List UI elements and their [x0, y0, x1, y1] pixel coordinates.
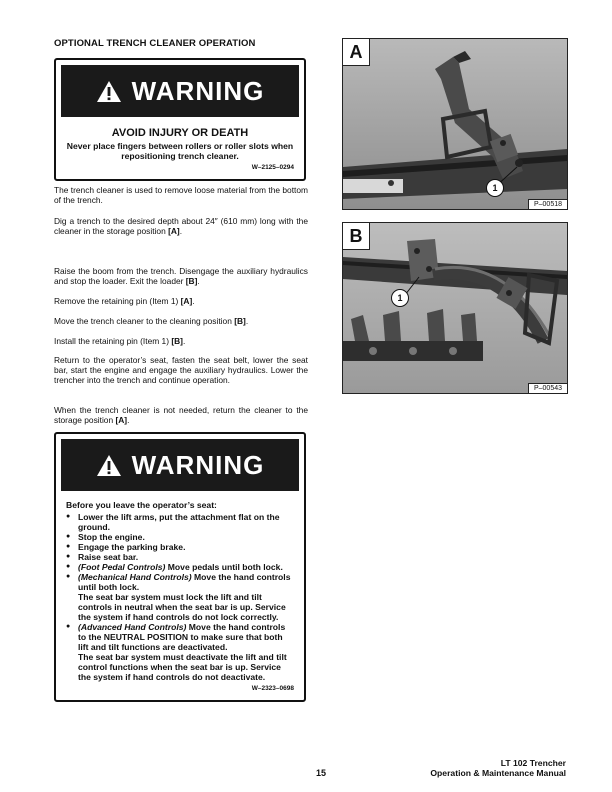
- paragraph-purpose: The trench cleaner is used to remove loose material from the bottom of the trench.: [54, 185, 308, 205]
- callout-retaining-pin: 1: [391, 289, 409, 307]
- warning-triangle-icon: [96, 454, 122, 477]
- page-number: 15: [316, 768, 327, 778]
- figure-ref: [B]: [171, 336, 183, 346]
- warning-code: W–2323–0698: [251, 685, 294, 692]
- warning-heading: AVOID INJURY OR DEATH: [111, 127, 249, 139]
- warning-text: Never place fingers between rollers or roller slots when repositioning trench cleaner.: [66, 141, 294, 161]
- photo-code: P–00518: [528, 199, 567, 209]
- warning-word: WARNING: [131, 75, 265, 106]
- list-item-note: The seat bar system must lock the lift and tilt controls in neutral when the seat bar is up. Service the system if hand controls do not lock correctly.: [78, 592, 286, 622]
- warning-word: WARNING: [131, 449, 265, 480]
- warning-list: [66, 512, 294, 682]
- warning-code: W–2125–0294: [251, 164, 294, 171]
- manual-title: LT 102 Trencher Operation & Maintenance Manual: [430, 758, 566, 778]
- warning-box-rollers: [54, 58, 306, 181]
- paragraph-return-seat: Return to the operator’s seat, fasten the seat belt, lower the seat bar, start the engine and engage the auxiliary hydraulics. Lower the trencher into the trench and continue operation.: [54, 355, 308, 385]
- figure-label: A: [343, 39, 370, 66]
- list-item: ● (Foot Pedal Controls) Move pedals until both lock.: [66, 562, 294, 572]
- photo-code: P–00543: [528, 383, 567, 393]
- section-title: OPTIONAL TRENCH CLEANER OPERATION: [54, 38, 256, 49]
- list-item: ● Lower the lift arms, put the attachment flat on the ground.: [66, 512, 294, 532]
- figure-a-photo: [342, 38, 568, 210]
- list-item: ● Raise seat bar.: [66, 552, 294, 562]
- list-item: ● (Mechanical Hand Controls) Move the hand controls until both lock. The seat bar system must lock the lift and tilt controls in neutral when the seat bar is up. Service the system if hand controls do not lock correctly.: [66, 572, 294, 622]
- trench-cleaner-storage-photo: [343, 39, 567, 209]
- paragraph-dig-trench: Dig a trench to the desired depth about 24″ (610 mm) long with the cleaner in the storage position [A].: [54, 216, 308, 236]
- list-item-note: The seat bar system must deactivate the lift and tilt control functions when the seat bar is up. Service the system if hand controls do not deactivate.: [78, 652, 287, 682]
- warning-triangle-icon: [96, 80, 122, 103]
- figure-label: B: [343, 223, 370, 250]
- trench-cleaner-cleaning-photo: [343, 223, 567, 393]
- figure-ref: [A]: [115, 415, 128, 425]
- paragraph-raise-boom: Raise the boom from the trench. Disengage the auxiliary hydraulics and stop the loader. Exit the loader [B].: [54, 266, 308, 286]
- paragraph-move-cleaner: Move the trench cleaner to the cleaning position [B].: [54, 316, 249, 326]
- warning-intro: Before you leave the operator’s seat:: [66, 500, 217, 510]
- figure-ref: [A]: [168, 226, 180, 236]
- paragraph-storage: When the trench cleaner is not needed, return the cleaner to the storage position [A].: [54, 405, 308, 425]
- warning-box-leave-seat: [54, 432, 306, 702]
- list-item: ● (Advanced Hand Controls) Move the hand controls to the NEUTRAL POSITION to make sure that both lift and tilt functions are deactivated. The seat bar system must deactivate the lift and tilt control functions when the seat bar is up. Service the system if hand controls do not deactivate.: [66, 622, 294, 682]
- warning-header: [61, 439, 299, 491]
- figure-b-photo: [342, 222, 568, 394]
- figure-ref: [A]: [180, 296, 193, 306]
- paragraph-remove-pin: Remove the retaining pin (Item 1) [A].: [54, 296, 195, 306]
- warning-header: [61, 65, 299, 117]
- paragraph-install-pin: Install the retaining pin (Item 1) [B].: [54, 336, 186, 346]
- callout-retaining-pin: 1: [486, 179, 504, 197]
- figure-ref: [B]: [234, 316, 246, 326]
- list-item: ● Stop the engine.: [66, 532, 294, 542]
- list-item: ● Engage the parking brake.: [66, 542, 294, 552]
- figure-ref: [B]: [185, 276, 198, 286]
